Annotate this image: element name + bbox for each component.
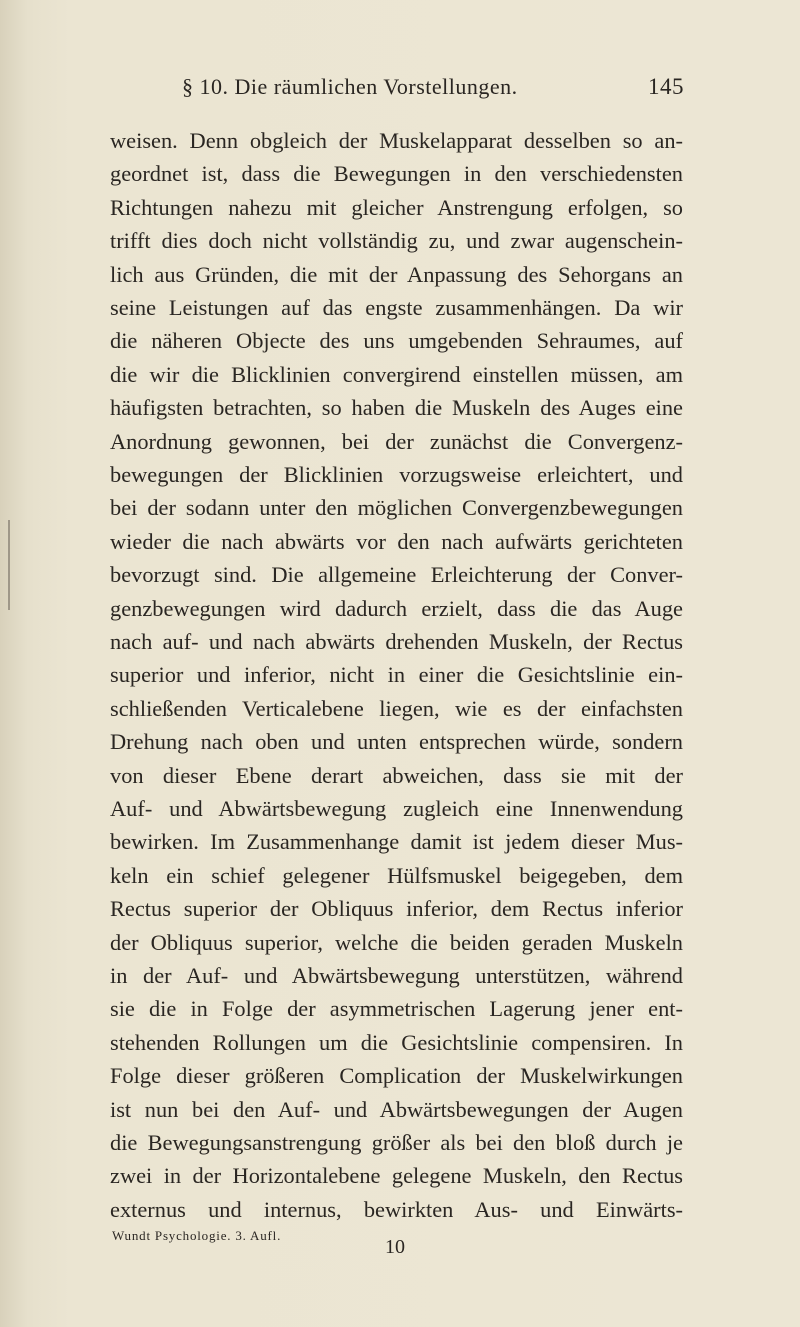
- text-line: seine Leistungen auf das engste zusammenhängen. Da wir: [110, 295, 683, 320]
- text-line: Folge dieser größeren Complication der Muskelwirkungen: [110, 1063, 683, 1089]
- text-line: sie die in Folge der asymmetrischen Lagerung jener ent-: [110, 996, 683, 1022]
- text-line: Auf- und Abwärtsbewegung zugleich eine Innenwendung: [110, 796, 683, 821]
- text-line: geordnet ist, dass die Bewegungen in den verschiedensten: [110, 161, 683, 187]
- text-line: externus und internus, bewirkten Aus- und Einwärts-: [110, 1196, 683, 1222]
- text-line: Richtungen nahezu mit gleicher Anstrengung erfolgen, so: [110, 194, 683, 220]
- text-line: bewirken. Im Zusammenhange damit ist jedem dieser Mus-: [110, 829, 683, 855]
- text-line: die näheren Objecte des uns umgebenden Sehraumes, auf: [110, 328, 683, 354]
- text-line: stehenden Rollungen um die Gesichtslinie compensiren. In: [110, 1029, 683, 1055]
- text-line: Drehung nach oben und unten entsprechen würde, sondern: [110, 729, 683, 755]
- text-line: trifft dies doch nicht vollständig zu, und zwar augenschein-: [110, 228, 683, 254]
- text-line: Rectus superior der Obliquus inferior, dem Rectus inferior: [110, 896, 683, 922]
- text-line: nach auf- und nach abwärts drehenden Muskeln, der Rectus: [110, 629, 683, 654]
- text-line: keln ein schief gelegener Hülfsmuskel beigegeben, dem: [110, 862, 683, 888]
- running-title: § 10. Die räumlichen Vorstellungen.: [182, 74, 518, 99]
- text-line: bevorzugt sind. Die allgemeine Erleichterung der Conver-: [110, 562, 683, 588]
- text-line: bewegungen der Blicklinien vorzugsweise erleichtert, und: [110, 462, 683, 487]
- text-line: ist nun bei den Auf- und Abwärtsbewegungen der Augen: [110, 1096, 683, 1122]
- text-line: wieder die nach abwärts vor den nach aufwärts gerichteten: [110, 528, 683, 554]
- text-line: bei der sodann unter den möglichen Convergenzbewegungen: [110, 495, 683, 521]
- text-line: genzbewegungen wird dadurch erzielt, dass die das Auge: [110, 595, 683, 621]
- text-line: superior und inferior, nicht in einer die Gesichtslinie ein-: [110, 662, 683, 688]
- margin-mark: [8, 520, 10, 610]
- text-line: der Obliquus superior, welche die beiden geraden Muskeln: [110, 929, 683, 955]
- text-line: in der Auf- und Abwärtsbewegung unterstützen, während: [110, 963, 683, 988]
- page-number: 145: [648, 74, 684, 99]
- text-line: die wir die Blicklinien convergirend einstellen müssen, am: [110, 361, 683, 387]
- text-line: weisen. Denn obgleich der Muskelapparat desselben so an-: [110, 128, 683, 153]
- text-line: Anordnung gewonnen, bei der zunächst die Convergenz-: [110, 428, 683, 454]
- text-line: von dieser Ebene derart abweichen, dass sie mit der: [110, 762, 683, 788]
- text-line: häufigsten betrachten, so haben die Muskeln des Auges eine: [110, 395, 683, 421]
- text-line: schließenden Verticalebene liegen, wie es der einfachsten: [110, 695, 683, 721]
- footer-note: Wundt Psychologie. 3. Aufl.: [112, 1228, 282, 1243]
- text-line: die Bewegungsanstrengung größer als bei den bloß durch je: [110, 1130, 683, 1155]
- text-line: zwei in der Horizontalebene gelegene Muskeln, den Rectus: [110, 1163, 683, 1189]
- text-line: lich aus Gründen, die mit der Anpassung des Sehorgans an: [110, 261, 683, 287]
- signature-mark: 10: [385, 1236, 405, 1258]
- running-header: [182, 74, 684, 106]
